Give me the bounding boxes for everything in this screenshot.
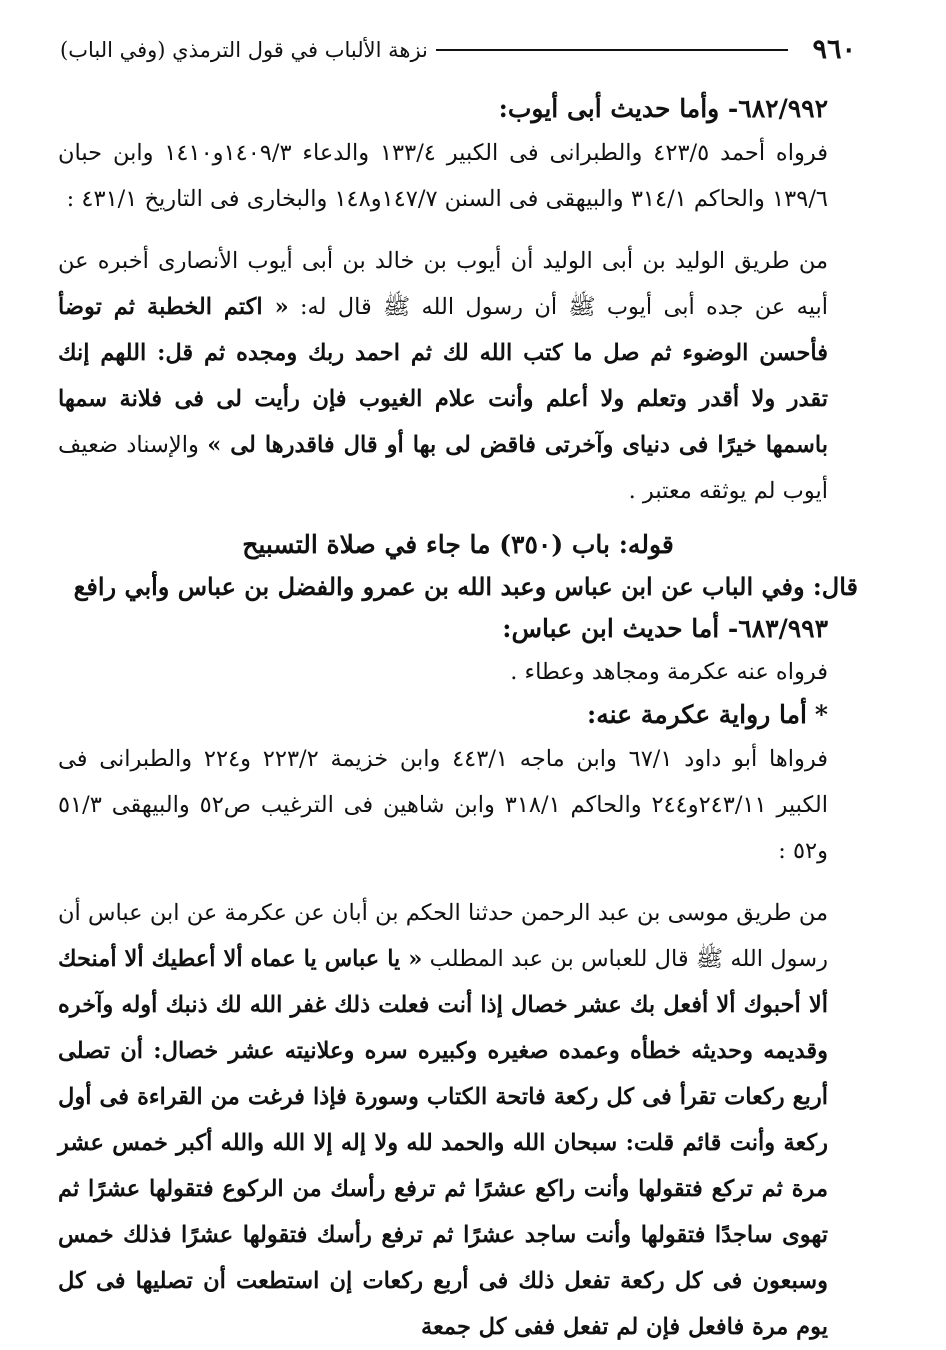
- running-head: [60, 30, 856, 70]
- subsection-heading-text: أما رواية عكرمة عنه:: [587, 700, 807, 729]
- page-number: ٩٦٠: [812, 34, 856, 65]
- matn-text: « اكتم الخطبة ثم توضأ فأحسن الوضوء ثم صل ما كتب الله لك ثم احمد ربك ومجده ثم قل: اللهم إنك تقدر ولا أقدر وتعلم ولا أعلم وأنت علام الغيوب فإن رأيت لى فى فلانة سمها باسمها خيرًا فى دنياى وآخرتى فاقض لى بها أو قال فاقدرها لى »: [58, 294, 828, 458]
- matn-text-2: « يا عباس يا عماه ألا أعطيك ألا أمنحك ألا أحبوك ألا أفعل بك عشر خصال إذا أنت فعلت ذلك غفر الله لك ذنبك أوله وآخره وقديمه وحديثه خطأه وعمده صغيره وكبيره سره وعلانيته عشر خصال: أن تصلى أربع ركعات تقرأ فى كل ركعة فاتحة الكتاب وسورة فإذا فرغت من القراءة فى أول ركعة وأنت قائم قلت: سبحان الله والحمد لله ولا إله إلا الله والله أكبر خمس عشر مرة ثم تركع فتقولها وأنت راكع عشرًا ثم ترفع رأسك من الركوع فتقولها عشرًا ثم تهوى ساجدًا فتقولها وأنت ساجد عشرًا ثم ترفع رأسك فتقولها عشرًا فذلك خمس وسبعون فى كل ركعة تفعل ذلك فى أربع ركعات إن استطعت أن تصليها فى كل يوم مرة فافعل فإن لم تفعل ففى كل جمعة: [58, 946, 828, 1340]
- qala-line: قال: وفي الباب عن ابن عباس وعبد الله بن عمرو والفضل بن عباس وأبي رافع: [73, 572, 858, 601]
- chapter-title: قوله: باب (٣٥٠) ما جاء في صلاة التسبيح: [242, 530, 674, 559]
- hadith-paragraph-2: [58, 890, 858, 1350]
- subsection-heading: [58, 694, 858, 736]
- page-content: [58, 88, 858, 1350]
- header-rule: [436, 49, 789, 51]
- hadith-paragraph: [58, 238, 858, 514]
- sources-paragraph: فرواه أحمد ٤٢٣/٥ والطبرانى فى الكبير ١٣٣/٤ والدعاء ١٤٠٩/٣و١٤١٠ وابن حبان ١٣٩/٦ والحاكم ٣١٤/١ والبيهقى فى السنن ١٤٧/٧و١٤٨ والبخارى فى التاريخ ٤٣١/١ :: [58, 140, 829, 212]
- book-title: نزهة الألباب في قول الترمذي (وفي الباب): [60, 38, 428, 62]
- sources-paragraph-2: فرواها أبو داود ٦٧/١ وابن ماجه ٤٤٣/١ وابن خزيمة ٢٢٣/٢ و٢٢٤ والطبرانى فى الكبير ٢٤٣/١١و٢٤٤ والحاكم ٣١٨/١ وابن شاهين فى الترغيب ص٥٢ والبيهقى ٥١/٣ و٥٢ :: [58, 746, 828, 864]
- isnad-text: من طريق الوليد بن أبى الوليد أن أيوب بن خالد بن أبى أيوب الأنصارى أخبره عن أبيه عن جده أبى أيوب ﷺ أن رسول الله ﷺ قال له:: [58, 248, 828, 320]
- narrators-line: فرواه عنه عكرمة ومجاهد وعطاء .: [510, 659, 828, 685]
- section-heading-abu-ayyub: ٦٨٢/٩٩٢- وأما حديث أبى أيوب:: [498, 94, 828, 123]
- isnad-text-2: من طريق موسى بن عبد الرحمن حدثنا الحكم بن أبان عن عكرمة عن ابن عباس أن رسول الله ﷺ قال للعباس بن عبد المطلب: [58, 900, 828, 972]
- star-icon: *: [814, 700, 828, 729]
- section-heading-ibn-abbas: ٦٨٣/٩٩٣- أما حديث ابن عباس:: [502, 614, 828, 643]
- grading-text: والإسناد ضعيف أيوب لم يوثقه معتبر .: [58, 432, 828, 504]
